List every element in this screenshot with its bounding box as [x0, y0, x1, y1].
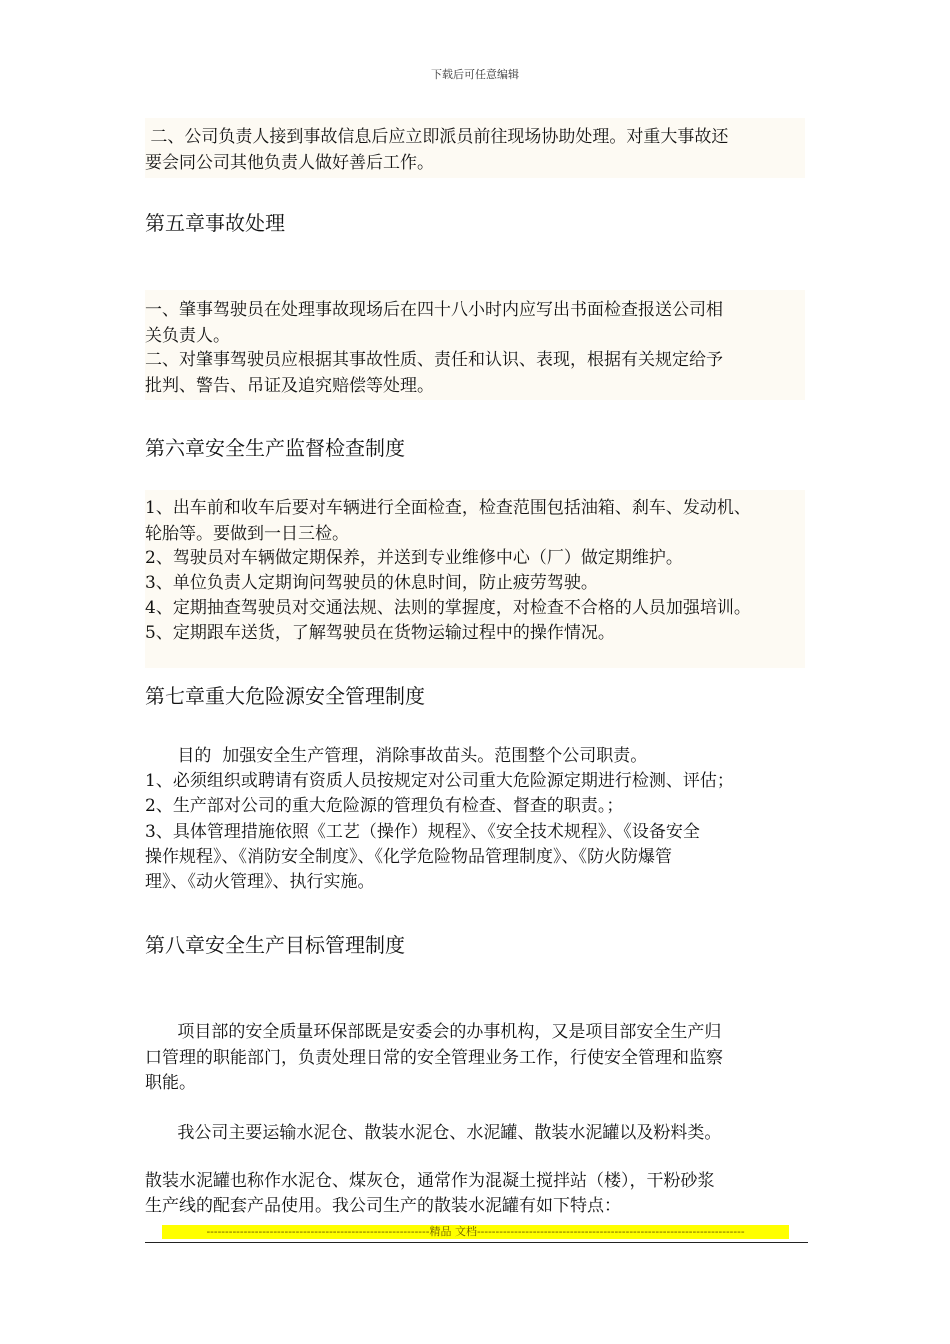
chapter-6-line: 轮胎等。要做到一日三检。 [145, 524, 349, 544]
chapter-5-line: 批判、警告、吊证及追究赔偿等处理。 [145, 376, 434, 396]
chapter-7-title: 第七章重大危险源安全管理制度 [145, 684, 425, 708]
chapter-5-title: 第五章事故处理 [145, 211, 285, 235]
chapter-5-line: 关负责人。 [145, 326, 230, 346]
chapter-6-title: 第六章安全生产监督检查制度 [145, 436, 405, 460]
page-footer: ------------------------------------------------------------精品 文档------------------------------------------------------------------------ [162, 1225, 789, 1239]
chapter-6-line: 4、定期抽查驾驶员对交通法规、法则的掌握度，对检查不合格的人员加强培训。 [145, 598, 751, 618]
chapter-7-line: 3、具体管理措施依照《工艺（操作）规程》、《安全技术规程》、《设备安全 [145, 822, 700, 842]
chapter-8-line: 生产线的配套产品使用。我公司生产的散装水泥罐有如下特点： [145, 1196, 621, 1216]
chapter-8-line: 我公司主要运输水泥仓、散装水泥仓、水泥罐、散装水泥罐以及粉料类。 [145, 1123, 722, 1143]
chapter-6-line: 3、单位负责人定期询问驾驶员的休息时间，防止疲劳驾驶。 [145, 573, 598, 593]
chapter-5-line: 二、对肇事驾驶员应根据其事故性质、责任和认识、表现，根据有关规定给予 [145, 350, 723, 370]
chapter-8-line: 口管理的职能部门，负责处理日常的安全管理业务工作，行使安全管理和监察 [145, 1048, 723, 1068]
footer-rule [145, 1242, 808, 1243]
chapter-6-line: 5、定期跟车送货，了解驾驶员在货物运输过程中的操作情况。 [145, 623, 615, 643]
chapter-7-line: 操作规程》、《消防安全制度》、《化学危险物品管理制度》、《防火防爆管 [145, 847, 672, 867]
section-line: 要会同公司其他负责人做好善后工作。 [145, 153, 434, 173]
chapter-8-line: 散装水泥罐也称作水泥仓、煤灰仓，通常作为混凝土搅拌站（楼），干粉砂浆 [145, 1171, 715, 1191]
chapter-7-line: 2、生产部对公司的重大危险源的管理负有检查、督查的职责。； [145, 796, 624, 816]
chapter-6-line: 1、出车前和收车后要对车辆进行全面检查，检查范围包括油箱、刹车、发动机、 [145, 498, 751, 518]
chapter-8-line: 项目部的安全质量环保部既是安委会的办事机构，又是项目部安全生产归 [145, 1022, 722, 1042]
chapter-7-line: 理》、《动火管理》、执行实施。 [145, 872, 375, 892]
chapter-8-title: 第八章安全生产目标管理制度 [145, 933, 405, 957]
chapter-5-line: 一、肇事驾驶员在处理事故现场后在四十八小时内应写出书面检查报送公司相 [145, 300, 723, 320]
chapter-7-line: 1、必须组织或聘请有资质人员按规定对公司重大危险源定期进行检测、评估； [145, 771, 734, 791]
chapter-7-line: 目的 加强安全生产管理，消除事故苗头。范围整个公司职责。 [145, 746, 648, 766]
page-header: 下载后可任意编辑 [431, 68, 519, 81]
chapter-8-line: 职能。 [145, 1073, 196, 1093]
section-line: 二、公司负责人接到事故信息后应立即派员前往现场协助处理。对重大事故还 [145, 127, 729, 147]
chapter-6-line: 2、驾驶员对车辆做定期保养，并送到专业维修中心（厂）做定期维护。 [145, 548, 683, 568]
